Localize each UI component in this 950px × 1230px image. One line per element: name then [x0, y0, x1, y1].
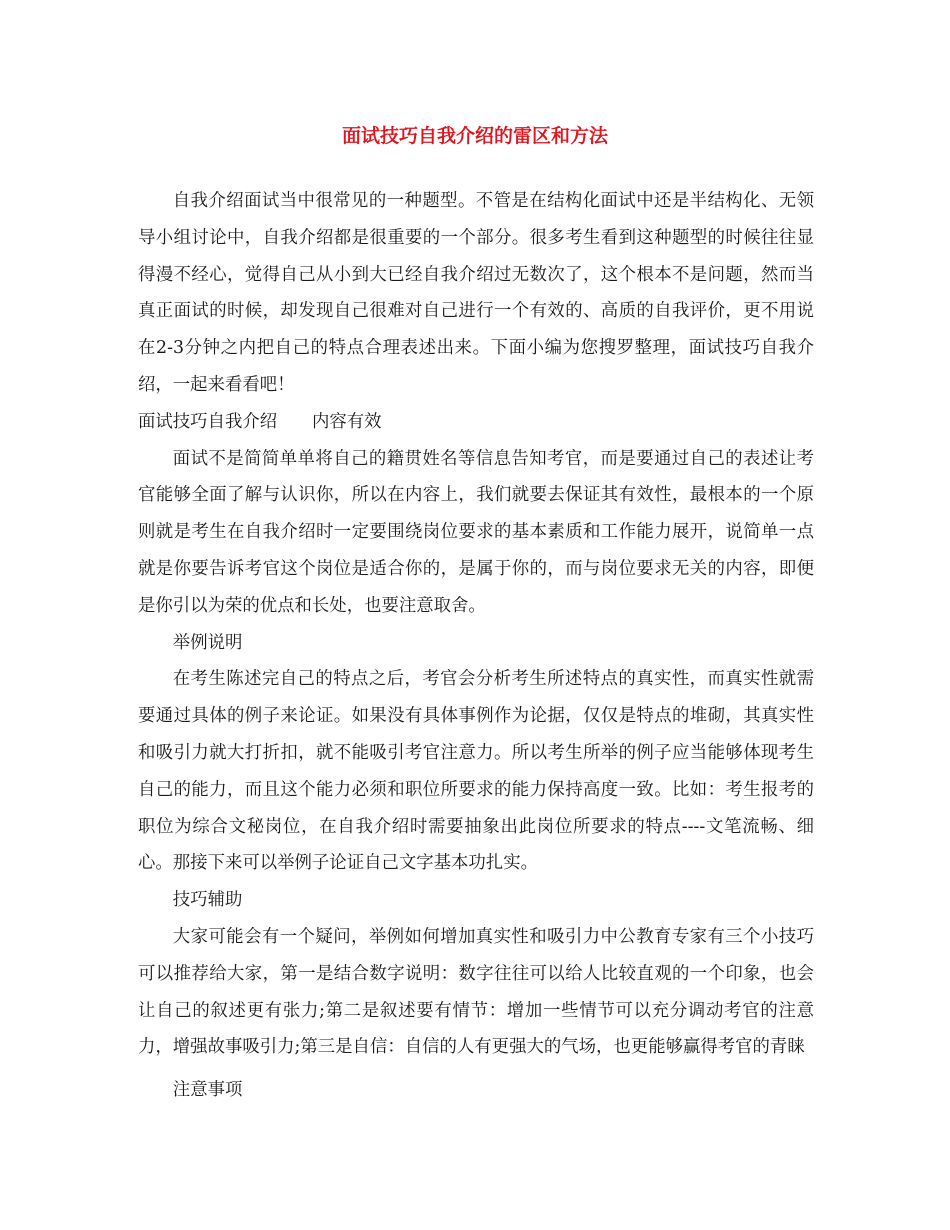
- intro-paragraph: 自我介绍面试当中很常见的一种题型。不管是在结构化面试中还是半结构化、无领导小组讨论中，自我介绍都是很重要的一个部分。很多考生看到这种题型的时候往往显得漫不经心，觉得自己从小到大已经自我介绍过无数次了，这个根本不是问题，然而当真正面试的时候，却发现自己很难对自己进行一个有效的、高质的自我评价，更不用说在2-3分钟之内把自己的特点合理表述出来。下面小编为您搜罗整理，面试技巧自我介绍，一起来看看吧！: [138, 191, 814, 395]
- section3-paragraph: 大家可能会有一个疑问，举例如何增加真实性和吸引力中公教育专家有三个小技巧可以推荐给大家，第一是结合数字说明：数字往往可以给人比较直观的一个印象，也会让自己的叙述更有张力;第二是叙述要有情节：增加一些情节可以充分调动考官的注意力，增强故事吸引力;第三是自信：自信的人有更强大的气场，也更能够赢得考官的青睐: [138, 926, 814, 1058]
- section1-paragraph: 面试不是简简单单将自己的籍贯姓名等信息告知考官，而是要通过自己的表述让考官能够全面了解与认识你，所以在内容上，我们就要去保证其有效性，最根本的一个原则就是考生在自我介绍时一定要围绕岗位要求的基本素质和工作能力展开，说简单一点就是你要告诉考官这个岗位是适合你的，是属于你的，而与岗位要求无关的内容，即便是你引以为荣的优点和长处，也要注意取舍。: [138, 448, 814, 616]
- section-heading-techniques: 技巧辅助: [172, 890, 243, 911]
- section-heading-notes: 注意事项: [172, 1080, 243, 1101]
- section-heading-right: 内容有效: [311, 411, 382, 432]
- document-body: [138, 183, 814, 1109]
- section-heading-content-valid: [138, 404, 814, 441]
- section-heading-left: 面试技巧自我介绍: [138, 411, 278, 432]
- section2-paragraph: 在考生陈述完自己的特点之后，考官会分析考生所述特点的真实性，而真实性就需要通过具体的例子来论证。如果没有具体事例作为论据，仅仅是特点的堆砌，其真实性和吸引力就大打折扣，就不能吸引考官注意力。所以考生所举的例子应当能够体现考生自己的能力，而且这个能力必须和职位所要求的能力保持高度一致。比如：考生报考的职位为综合文秘岗位，在自我介绍时需要抽象出此岗位所要求的特点----文笔流畅、细心。那接下来可以举例子论证自己文字基本功扎实。: [138, 669, 814, 874]
- document-title: 面试技巧自我介绍的雷区和方法: [341, 125, 608, 147]
- section-heading-examples: 举例说明: [172, 632, 243, 653]
